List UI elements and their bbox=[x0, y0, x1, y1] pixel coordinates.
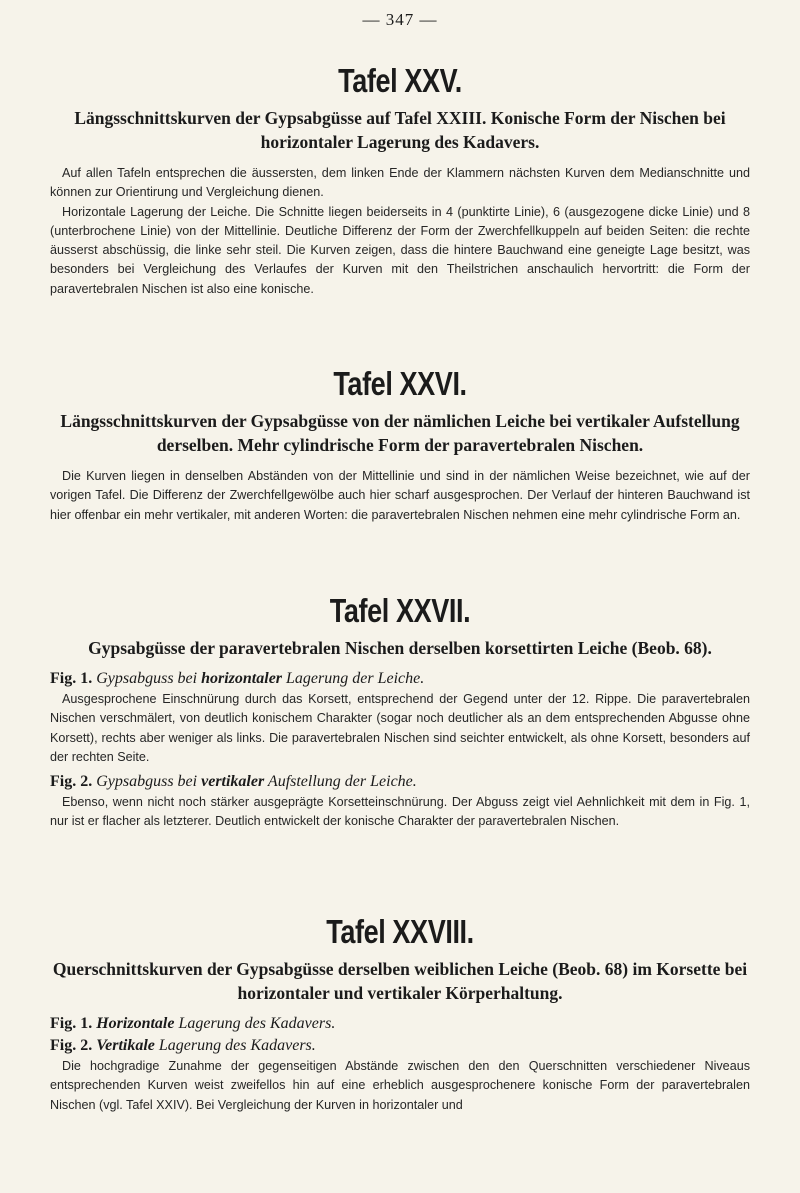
figure-label: Fig. 2. bbox=[50, 1037, 93, 1054]
caption-emphasis: Horizontale bbox=[96, 1015, 175, 1032]
figure-label: Fig. 1. bbox=[50, 1015, 93, 1032]
section-heading: Längsschnittskurven der Gypsabgüsse von der nämlichen Leiche bei vertikaler Aufstellung derselben. Mehr cylindrische Form der paravertebralen Nischen. bbox=[60, 411, 740, 455]
section-tafel-xxviii bbox=[50, 913, 750, 1115]
paragraph: Die hochgradige Zunahme der gegenseitigen Abstände zwischen den den Querschnitten verschiedener Niveaus entsprechenden Kurven weist zweifellos hin auf eine erheblich ausgesprochenere konische Form der paravertebralen Nischen (vgl. Tafel XXIV). Bei Vergleichung der Kurven in horizontaler und bbox=[50, 1059, 750, 1112]
caption-text: Gypsabguss bei bbox=[96, 670, 202, 687]
figure-caption bbox=[50, 1013, 750, 1035]
caption-emphasis: horizontaler bbox=[201, 670, 283, 687]
section-title: Tafel XXVII. bbox=[329, 592, 471, 629]
section-title: Tafel XXVIII. bbox=[326, 913, 474, 950]
figure-description: Ausgesprochene Einschnürung durch das Korsett, entsprechend der Gegend unter der 12. Rippe. Die paravertebralen Nischen verschmälert, von deutlich konischem Charakter (sogar noch deutlicher als an dem entsprechenden Abgusse ohne Korsett), rechts aber weniger als links. Die paravertebralen Nischen sind seichter entwickelt, als ohne Korsett, besonders auf der rechten Seite. bbox=[50, 692, 750, 764]
section-tafel-xxvi bbox=[50, 365, 750, 525]
paragraph: Horizontale Lagerung der Leiche. Die Schnitte liegen beiderseits in 4 (punktirte Linie), 6 (ausgezogene dicke Linie) und 8 (unterbrochene Linie) von der Mittellinie. Deutliche Differenz der Form der Zwerchfellkuppeln auf beiden Seiten: die rechte äusserst abschüssig, die linke sehr steil. Die Kurven zeigen, dass die hintere Bauchwand eine geneigte Lage besitzt, was besonders bei Vergleichung des Verlaufes der Kurven mit den Theilstrichen anschaulich hervortritt: die Form der paravertebralen Nischen ist also eine konische. bbox=[50, 204, 750, 296]
figure-caption bbox=[50, 668, 750, 690]
paragraph: Auf allen Tafeln entsprechen die äussersten, dem linken Ende der Klammern nächsten Kurven dem Medianschnitte und können zur Orientirung und Vergleichung dienen. bbox=[50, 166, 750, 200]
caption-emphasis: Vertikale bbox=[96, 1037, 155, 1054]
caption-emphasis: vertikaler bbox=[201, 773, 265, 791]
section-title: Tafel XXVI. bbox=[333, 365, 467, 402]
caption-text: Lagerung des Kadavers. bbox=[174, 1015, 336, 1032]
page-number: — 347 — bbox=[362, 10, 438, 29]
section-heading: Gypsabgüsse der paravertebralen Nischen derselben korsettirten Leiche (Beob. 68). bbox=[88, 638, 712, 658]
paragraph: Die Kurven liegen in denselben Abständen von der Mittellinie und sind in der nämlichen Weise bezeichnet, wie auf der vorigen Tafel. Die Differenz der Zwerchfellgewölbe auch hier scharf ausgesprochen. Der Verlauf der hinteren Bauchwand ist hier offenbar ein mehr vertikaler, mit anderen Worten: die paravertebralen Nischen nehmen eine mehr cylindrische Form an. bbox=[50, 469, 750, 522]
section-heading: Querschnittskurven der Gypsabgüsse derselben weiblichen Leiche (Beob. 68) im Korsette bei horizontaler und vertikaler Körperhaltung. bbox=[52, 959, 748, 1003]
figure-caption bbox=[50, 1035, 750, 1057]
section-tafel-xxvii bbox=[50, 592, 750, 832]
caption-text: Gypsabguss bei bbox=[96, 773, 202, 791]
section-title: Tafel XXV. bbox=[338, 62, 462, 99]
figure-description: Ebenso, wenn nicht noch stärker ausgeprägte Korsetteinschnürung. Der Abguss zeigt viel Aehnlichkeit mit dem in Fig. 1, nur ist er flacher als letzterer. Deutlich entwickelt der konische Charakter der paravertebralen Nischen. bbox=[50, 795, 750, 829]
figure-caption bbox=[50, 771, 750, 793]
caption-text: Aufstellung der Leiche. bbox=[264, 773, 417, 791]
figure-label: Fig. 2. bbox=[50, 773, 93, 791]
caption-text: Lagerung der Leiche. bbox=[282, 670, 425, 687]
section-tafel-xxv bbox=[50, 62, 750, 299]
figure-label: Fig. 1. bbox=[50, 670, 93, 687]
section-heading: Längsschnittskurven der Gypsabgüsse auf Tafel XXIII. Konische Form der Nischen bei horizontaler Lagerung des Kadavers. bbox=[74, 108, 726, 152]
caption-text: Lagerung des Kadavers. bbox=[154, 1037, 316, 1054]
